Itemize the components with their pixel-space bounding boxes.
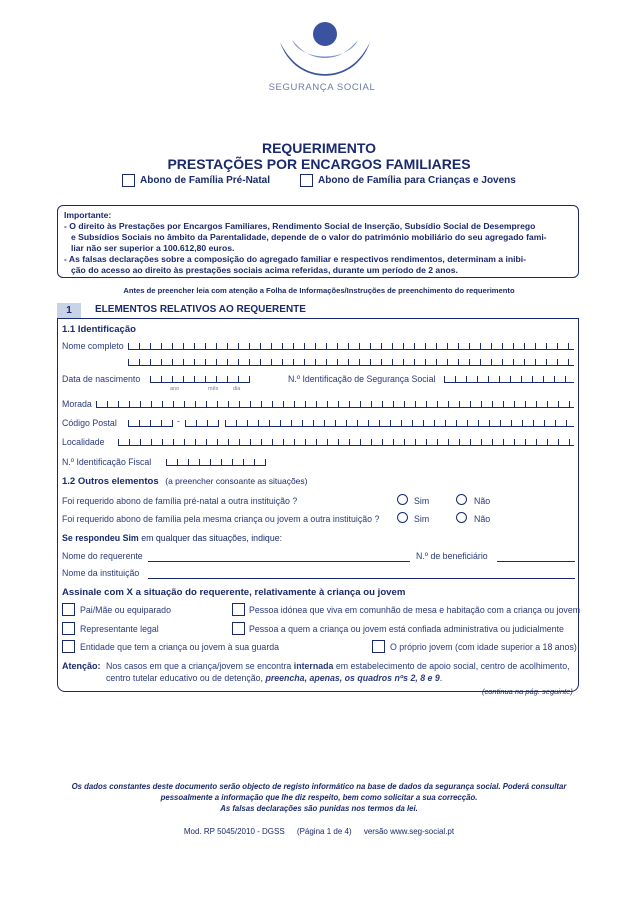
nome-completo-field-2[interactable] [128, 355, 574, 366]
continua-label: (continua na pág. seguinte) [482, 687, 573, 696]
proprio-jovem-label: O próprio jovem (com idade superior a 18 anos) [390, 642, 577, 652]
question-same-child: Foi requerido abono de família pela mesma criança ou jovem a outra instituição ? [62, 514, 380, 524]
question-prenatal: Foi requerido abono de família pré-natal a outra instituição ? [62, 496, 298, 506]
q2-nao-radio[interactable] [456, 512, 467, 523]
form-model: Mod. RP 5045/2010 - DGSS [183, 827, 285, 836]
data-nascimento-label: Data de nascimento [62, 374, 141, 384]
footer-note-line: pessoalmente a informação que lhe diz respeito, bem como solicitar a sua correcção. [160, 793, 478, 802]
dia-label: dia [233, 386, 241, 392]
prenatal-checkbox[interactable] [122, 174, 135, 187]
section-title: ELEMENTOS RELATIVOS AO REQUERENTE [95, 304, 306, 315]
representante-checkbox[interactable] [62, 622, 75, 635]
nif-field[interactable] [166, 455, 266, 466]
niss-field[interactable] [444, 372, 574, 383]
nif-label: N.º Identificação Fiscal [62, 457, 152, 467]
beneficiario-label: N.º de beneficiário [416, 551, 488, 561]
nome-requerente-field[interactable] [148, 561, 410, 562]
data-protection-note [50, 781, 588, 814]
q1-sim-label: Sim [414, 496, 430, 506]
footer-note-line: Os dados constantes deste documento serão objecto de registo informático na base de dados da segurança social. Poderá consultar [71, 782, 567, 791]
atencao-quadros: preencha, apenas, os quadros nºs 2, 8 e 9 [265, 673, 440, 683]
seguranca-social-logo [270, 12, 380, 92]
nome-completo-field-1[interactable] [128, 339, 574, 350]
entidade-label: Entidade que tem a criança ou jovem à sua guarda [80, 642, 280, 652]
prenatal-label: Abono de Família Pré-Natal [140, 175, 271, 186]
nome-requerente-label: Nome do requerente [62, 551, 143, 561]
q1-nao-label: Não [474, 496, 491, 506]
important-box [57, 205, 579, 278]
important-line: ção do acesso ao direito às prestações sociais acima referidas, durante um período de 2 anos. [71, 265, 458, 275]
q2-sim-radio[interactable] [397, 512, 408, 523]
proprio-jovem-checkbox[interactable] [372, 640, 385, 653]
atencao-line-1 [106, 661, 570, 671]
children-label: Abono de Família para Crianças e Jovens [318, 175, 516, 186]
read-instructions-note: Antes de preencher leia com atenção a Folha de Informações/Instruções de preenchimento do requerimento [123, 286, 515, 295]
se-respondeu-sim-rest: em qualquer das situações, indique: [141, 533, 283, 543]
pessoa-idonea-checkbox[interactable] [232, 603, 245, 616]
pai-mae-label: Pai/Mãe ou equiparado [80, 605, 171, 615]
entidade-checkbox[interactable] [62, 640, 75, 653]
subsection-outros [62, 476, 308, 487]
atencao-text: Nos casos em que a criança/jovem se encontra [106, 661, 292, 671]
assinale-heading: Assinale com X a situação do requerente, relativamente à criança ou jovem [62, 587, 406, 598]
beneficiario-field[interactable] [497, 561, 575, 562]
data-nascimento-field[interactable] [150, 372, 250, 383]
page-number: (Página 1 de 4) [296, 827, 352, 836]
morada-field[interactable] [96, 397, 574, 408]
nome-instituicao-label: Nome da instituição [62, 568, 140, 578]
pessoa-idonea-label: Pessoa idónea que viva em comunhão de mesa e habitação com a criança ou jovem [249, 605, 581, 615]
codigo-postal-label: Código Postal [62, 418, 117, 428]
subsection-outros-title: 1.2 Outros elementos [62, 476, 159, 487]
important-line: liar não ser superior a 100.612,80 euros. [71, 243, 235, 253]
q2-nao-label: Não [474, 514, 491, 524]
localidade-field[interactable] [118, 435, 574, 446]
form-subtitle: PRESTAÇÕES POR ENCARGOS FAMILIARES [167, 156, 471, 172]
important-line: e Subsídios Sociais no âmbito da Parentalidade, depende de o valor do património mobiliário do seu agregado fami- [71, 232, 547, 242]
ano-label: ano [170, 386, 180, 392]
nome-instituicao-field[interactable] [148, 578, 575, 579]
morada-label: Morada [62, 399, 92, 409]
pessoa-confiada-label: Pessoa a quem a criança ou jovem está confiada administrativa ou judicialmente [249, 624, 564, 634]
children-checkbox[interactable] [300, 174, 313, 187]
pessoa-confiada-checkbox[interactable] [232, 622, 245, 635]
logo-text: SEGURANÇA SOCIAL [268, 82, 376, 93]
section-divider [57, 318, 579, 319]
important-line: - O direito às Prestações por Encargos Familiares, Rendimento Social de Inserção, Subsídio Social de Desemprego [64, 221, 536, 231]
section-number: 1 [57, 303, 81, 318]
nome-completo-label: Nome completo [62, 341, 124, 351]
form-version: versão www.seg-social.pt [363, 827, 455, 836]
footer-note-line: As falsas declarações são punidas nos termos da lei. [220, 804, 418, 813]
mes-label: mês [208, 386, 219, 392]
se-respondeu-sim-bold: Se respondeu Sim [62, 533, 139, 543]
subsection-outros-note: (a preencher consoante as situações) [165, 476, 308, 486]
atencao-internada: internada [293, 661, 334, 671]
atencao-text: centro tutelar educativo ou de detenção, [106, 673, 263, 683]
codigo-postal-dash: - [177, 416, 180, 426]
niss-label: N.º Identificação de Segurança Social [288, 374, 436, 384]
localidade-label: Localidade [62, 437, 105, 447]
form-title: REQUERIMENTO [261, 140, 377, 156]
atencao-line-2 [106, 673, 442, 683]
important-line: - As falsas declarações sobre a composição do agregado familiar e respectivos rendimentos, determinam a inibi- [64, 254, 526, 264]
codigo-postal-designation-field[interactable] [225, 416, 574, 427]
pai-mae-checkbox[interactable] [62, 603, 75, 616]
q1-nao-radio[interactable] [456, 494, 467, 505]
codigo-postal-suffix-field[interactable] [185, 416, 219, 427]
atencao-text: em estabelecimento de apoio social, centro de acolhimento, [335, 661, 570, 671]
subsection-identificacao: 1.1 Identificação [62, 324, 136, 335]
page-footer [0, 827, 638, 836]
important-heading: Importante: [64, 210, 112, 220]
se-respondeu-sim [62, 533, 282, 543]
atencao-label: Atenção: [62, 661, 101, 671]
q1-sim-radio[interactable] [397, 494, 408, 505]
representante-label: Representante legal [80, 624, 159, 634]
atencao-period: . [439, 673, 443, 683]
codigo-postal-field[interactable] [128, 416, 173, 427]
q2-sim-label: Sim [414, 514, 430, 524]
